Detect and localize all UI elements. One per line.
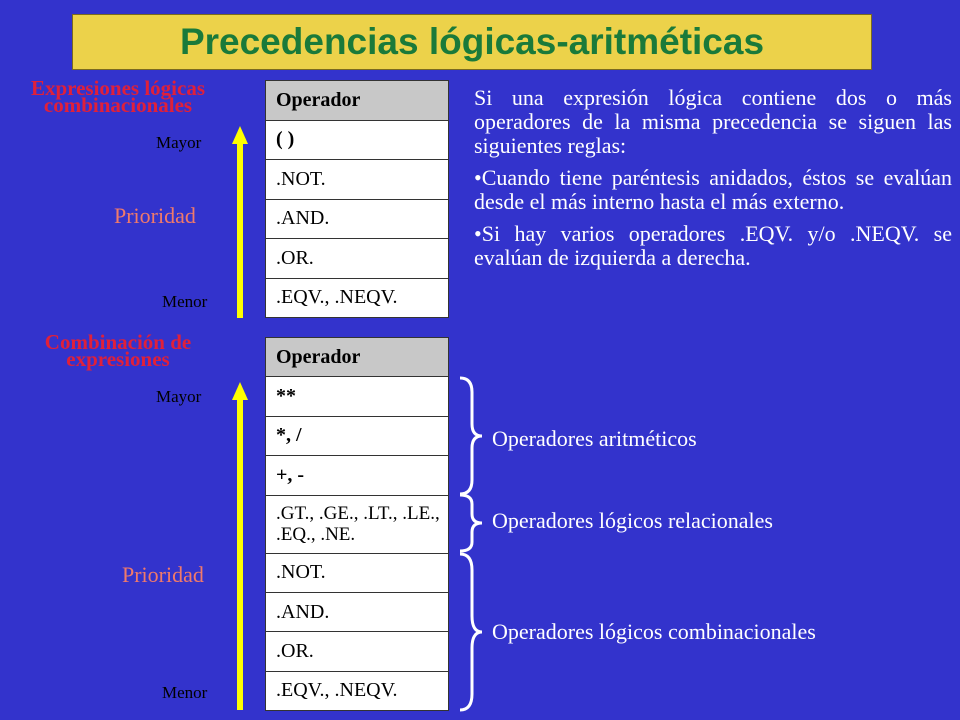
group-label-relational: Operadores lógicos relacionales — [492, 508, 773, 533]
section2-operator-row: .OR. — [266, 632, 449, 671]
relational-group-brace-icon — [456, 492, 486, 554]
rules-intro: Si una expresión lógica contiene dos o más operadores de la misma precedencia se siguen las siguientes reglas: — [474, 85, 952, 158]
section2-operator-row: .AND. — [266, 592, 449, 631]
section1-operator-table — [265, 80, 449, 318]
section1-axis-top: Mayor — [156, 133, 202, 152]
section2-priority-arrow-icon — [230, 380, 250, 712]
section2-table-header: Operador — [266, 338, 449, 377]
combinational-group-brace-icon — [456, 550, 486, 714]
section1-heading: Expresiones lógicas combinacionales — [30, 76, 206, 117]
section1-operator-row: .AND. — [266, 199, 449, 239]
page-title: Precedencias lógicas-aritméticas — [179, 21, 765, 62]
rules-bullet: •Si hay varios operadores .EQV. y/o .NEQV. se evalúan de izquierda a derecha. — [474, 221, 952, 270]
section1-priority-arrow-icon — [230, 124, 250, 320]
section2-operator-row: *, / — [266, 416, 449, 455]
section2-operator-row: ** — [266, 377, 449, 416]
section2-operator-row: +, - — [266, 456, 449, 495]
section2-axis-bottom: Menor — [162, 683, 208, 702]
group-label-arithmetic: Operadores aritméticos — [492, 426, 697, 451]
section1-priority-label: Prioridad — [114, 203, 196, 228]
section2-operator-row: .NOT. — [266, 553, 449, 592]
section1-table-header: Operador — [266, 81, 449, 121]
rules-bullet: •Cuando tiene paréntesis anidados, éstos se evalúan desde el más interno hasta el más externo. — [474, 165, 952, 214]
section1-operator-row: .NOT. — [266, 160, 449, 200]
section2-axis-top: Mayor — [156, 387, 202, 406]
section1-operator-row: ( ) — [266, 120, 449, 160]
section2-operator-table — [265, 337, 449, 711]
section1-operator-row: .OR. — [266, 239, 449, 279]
section2-operator-row: .GT., .GE., .LT., .LE., .EQ., .NE. — [266, 495, 449, 553]
section2-priority-label: Prioridad — [122, 562, 204, 587]
rules-text-block — [474, 86, 952, 278]
section2-operator-row: .EQV., .NEQV. — [266, 671, 449, 710]
title-banner — [72, 14, 872, 70]
section1-axis-bottom: Menor — [162, 292, 208, 311]
group-label-combinational: Operadores lógicos combinacionales — [492, 619, 816, 644]
arithmetic-group-brace-icon — [456, 374, 486, 498]
section2-heading: Combinación de expresiones — [44, 330, 192, 371]
section1-operator-row: .EQV., .NEQV. — [266, 278, 449, 318]
